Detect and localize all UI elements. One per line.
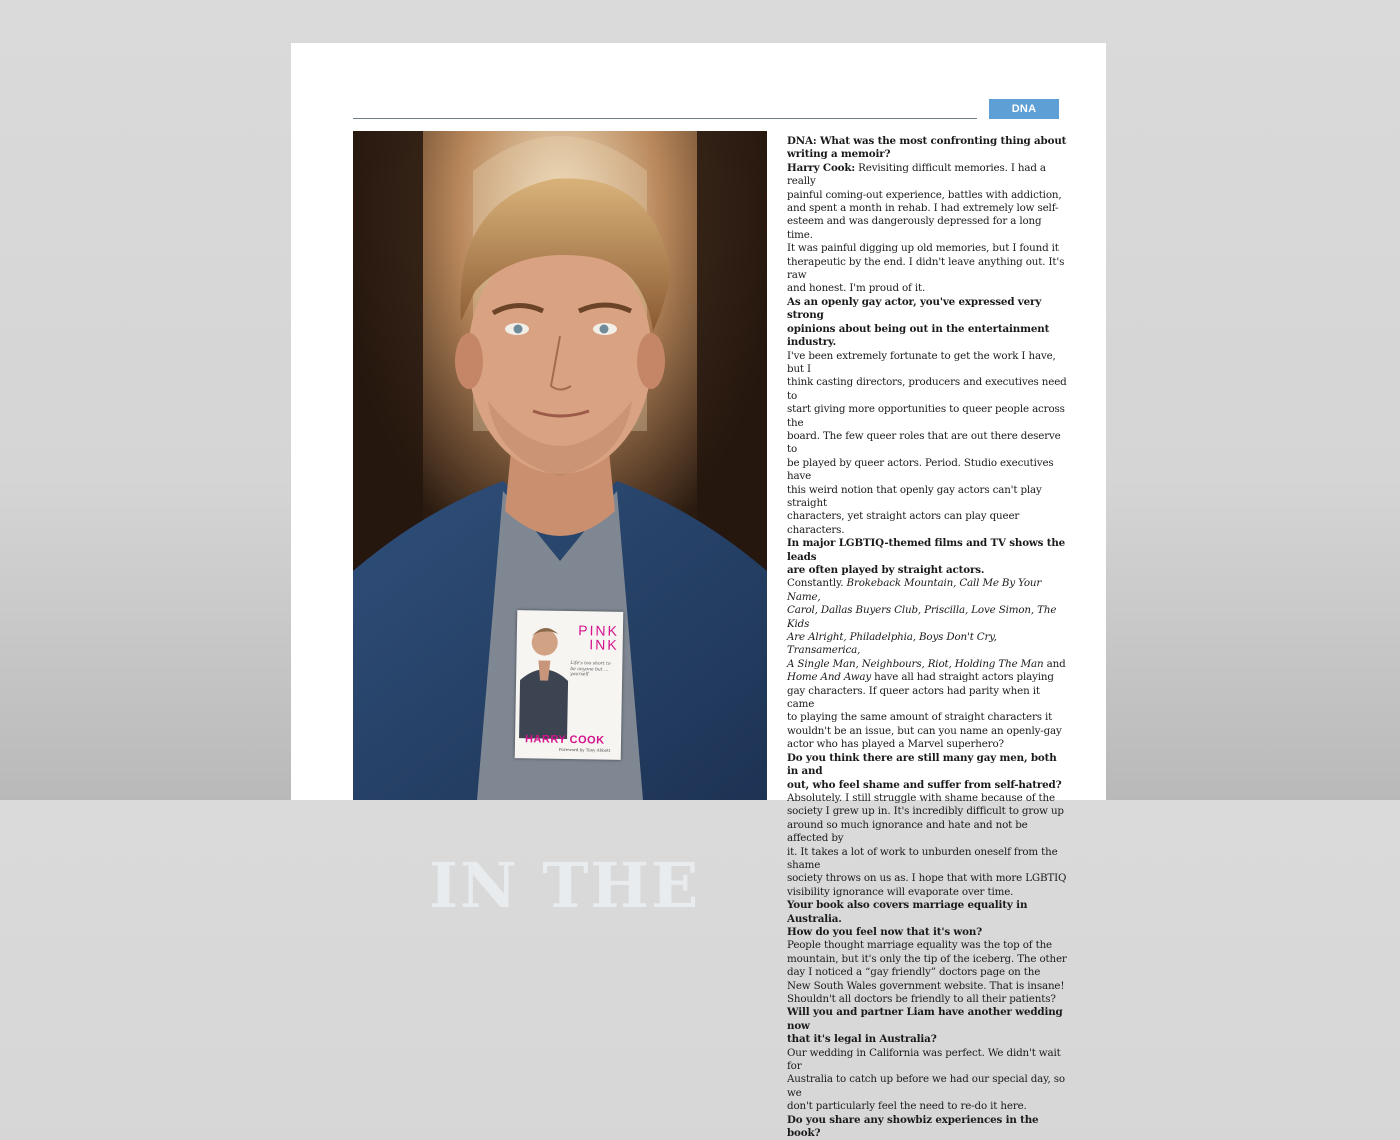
answer-1 — [787, 162, 1067, 296]
header-rule — [353, 118, 977, 119]
question-2: As an openly gay actor, you've expressed very strong opinions about being out in the entertainment industry. — [787, 295, 1050, 349]
answer-5: People thought marriage equality was the top of the mountain, but it's only the tip of the iceberg. The other day I noticed a “gay friendly” doctors page on the New South Wales government website. That is insane! Shouldn't all doctors be friendly to all their patients? — [787, 939, 1067, 1005]
section-tag: DNA SAMPLES — [989, 99, 1059, 119]
question-1: DNA: What was the most confronting thing about writing a memoir? — [787, 135, 1067, 161]
answer-3-and: and — [1046, 657, 1066, 670]
question-3: In major LGBTIQ-themed films and TV shows the leads are often played by straight actors. — [787, 537, 1066, 576]
book-cover — [515, 610, 624, 760]
answer-1-speaker: Harry Cook: — [787, 161, 856, 174]
book-title-line1: PINK — [578, 622, 620, 639]
question-5: Your book also covers marriage equality in Australia. How do you feel now that it's won? — [787, 899, 1028, 938]
question-4: Do you think there are still many gay men, both in and out, who feel shame and suffer from self-hatred? — [787, 751, 1062, 791]
book-author: HARRY COOK — [524, 733, 605, 747]
answer-1-text: Revisiting difficult memories. I had a really painful coming-out experience, battles with addiction, and spent a month in rehab. I had extremely low self- esteem and was dangerously depressed for a long time. It was painful digging up old memories, but I found it therapeutic by the end. I didn't leave anything out. It's raw and honest. I'm proud of it. — [787, 161, 1065, 295]
answer-3-title-last: Home And Away — [787, 671, 872, 684]
book-cover-portrait — [517, 620, 571, 739]
answer-4: Absolutely. I still struggle with shame because of the society I grew up in. It's incredibly difficult to grow up around so much ignorance and hate and not be affected by it. It takes a lot of work to unburden oneself from the shame society throws on us as. I hope that with more LGBTIQ visibility ignorance will evaporate over time. — [787, 791, 1067, 898]
answer-3-rest: have all had straight actors playing gay characters. If queer actors had parity when it came to playing the same amount of straight characters it wouldn't be an issue, but can you name an openly-gay actor who has played a Marvel superhero? — [787, 671, 1062, 751]
answer-3-titles: Brokeback Mountain, Call Me By Your Name, Carol, Dallas Buyers Club, Priscilla, Love Simon, The Kids Are Alright, Philadelphia, Boys Don't Cry, Transamerica, A Single Man, Neighbours, Riot, Holding The Man — [787, 577, 1057, 670]
interview-column — [787, 135, 1067, 1140]
question-6: Will you and partner Liam have another wedding now that it's legal in Australia? — [787, 1006, 1063, 1046]
book-title — [571, 623, 619, 652]
book-blurb: Life's too short to be anyone but ... yourself — [570, 661, 611, 678]
portrait-photo — [353, 131, 767, 922]
answer-2: I've been extremely fortunate to get the work I have, but I think casting directors, producers and executives need to start giving more opportunities to queer people across the board. The few queer roles that are out there deserve to be played by queer actors. Period. Studio executives have this weird notion that openly gay actors can't play straight characters, yet straight actors can play queer characters. — [787, 349, 1067, 536]
book-title-line2: INK — [589, 636, 619, 653]
answer-6: Our wedding in California was perfect. We didn't wait for Australia to catch up before we had our special day, so we don't particularly feel the need to re-do it here. — [787, 1046, 1065, 1113]
magazine-page — [291, 43, 1106, 1140]
article-headline: IN THE — [429, 849, 701, 922]
answer-3-lead: Constantly. — [787, 577, 847, 590]
question-7: Do you share any showbiz experiences in the book? — [787, 1113, 1039, 1140]
answer-3 — [787, 577, 1067, 751]
book-foreword: Foreword by Tony Abbott — [558, 746, 611, 753]
